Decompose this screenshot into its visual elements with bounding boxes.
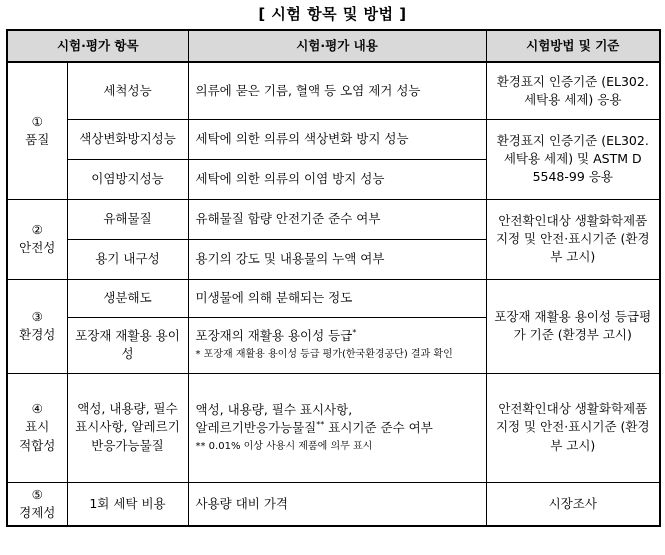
content-cell: 용기의 강도 및 내용물의 누액 여부 <box>188 239 486 279</box>
footnote: * 포장재 재활용 용이성 등급 평가(한국환경공단) 결과 확인 <box>195 349 453 361</box>
method-cell: 안전확인대상 생활화학제품 지정 및 안전·표시기준 (환경부 고시) <box>486 199 660 279</box>
category-label: 표시 <box>25 419 50 435</box>
content-text: 알레르기반응가능물질** 표시기준 준수 여부 <box>195 419 433 435</box>
method-cell: 안전확인대상 생활화학제품 지정 및 안전·표시기준 (환경부 고시) <box>486 373 660 482</box>
table-header-row <box>7 30 660 62</box>
item-cell: 용기 내구성 <box>67 239 188 279</box>
category-econ <box>7 482 67 526</box>
method-cell: 환경표지 인증기준 (EL302. 세탁용 세제) 응용 <box>486 62 660 119</box>
category-label: 적합성 <box>19 437 56 453</box>
category-label: 환경성 <box>19 327 56 342</box>
item-cell: 액성, 내용량, 필수 표시사항, 알레르기 반응가능물질 <box>67 373 188 482</box>
content-cell: 유해물질 함량 안전기준 준수 여부 <box>188 199 486 239</box>
footnote-mark: ** <box>316 419 325 429</box>
method-cell: 시장조사 <box>486 482 660 526</box>
category-label: 안전성 <box>19 240 56 255</box>
category-quality <box>7 62 67 199</box>
table-row <box>7 279 660 317</box>
category-labeling <box>7 373 67 482</box>
content-cell: 사용량 대비 가격 <box>188 482 486 526</box>
item-cell: 세척성능 <box>67 62 188 119</box>
table-row <box>7 373 660 482</box>
category-number: ④ <box>31 401 43 417</box>
category-label: 경제성 <box>19 504 56 520</box>
header-item: 시험·평가 항목 <box>7 30 188 62</box>
test-items-table <box>6 29 661 527</box>
content-text: 액성, 내용량, 필수 표시사항, <box>195 401 353 417</box>
content-cell <box>188 373 486 482</box>
table-row <box>7 482 660 526</box>
category-label: 품질 <box>25 131 50 147</box>
content-cell: 세탁에 의한 의류의 이염 방지 성능 <box>188 159 486 199</box>
item-cell: 생분해도 <box>67 279 188 317</box>
category-number: ③ <box>31 308 43 324</box>
content-cell <box>188 317 486 373</box>
item-cell: 1회 세탁 비용 <box>67 482 188 526</box>
content-text: 포장재의 재활용 용이성 등급 <box>195 328 353 344</box>
category-number: ⑤ <box>31 486 43 502</box>
category-number: ① <box>31 113 43 129</box>
table-row <box>7 119 660 159</box>
content-cell: 의류에 묻은 기름, 혈액 등 오염 제거 성능 <box>188 62 486 119</box>
table-row <box>7 199 660 239</box>
footnote-mark: * <box>352 328 357 338</box>
content-cell: 미생물에 의해 분해되는 정도 <box>188 279 486 317</box>
item-cell: 색상변화방지성능 <box>67 119 188 159</box>
table-row <box>7 62 660 119</box>
method-cell: 포장재 재활용 용이성 등급평가 기준 (환경부 고시) <box>486 279 660 373</box>
header-content: 시험·평가 내용 <box>188 30 486 62</box>
item-cell: 유해물질 <box>67 199 188 239</box>
footnote: ** 0.01% 이상 사용시 제품에 의무 표시 <box>195 440 373 452</box>
item-cell: 포장재 재활용 용이성 <box>67 317 188 373</box>
header-method: 시험방법 및 기준 <box>486 30 660 62</box>
category-env <box>7 279 67 373</box>
category-safety <box>7 199 67 279</box>
page-title: [ 시험 항목 및 방법 ] <box>258 5 407 23</box>
item-cell: 이염방지성능 <box>67 159 188 199</box>
method-cell: 환경표지 인증기준 (EL302. 세탁용 세제) 및 ASTM D 5548-99 응용 <box>486 119 660 199</box>
category-number: ② <box>31 221 43 237</box>
content-cell: 세탁에 의한 의류의 색상변화 방지 성능 <box>188 119 486 159</box>
